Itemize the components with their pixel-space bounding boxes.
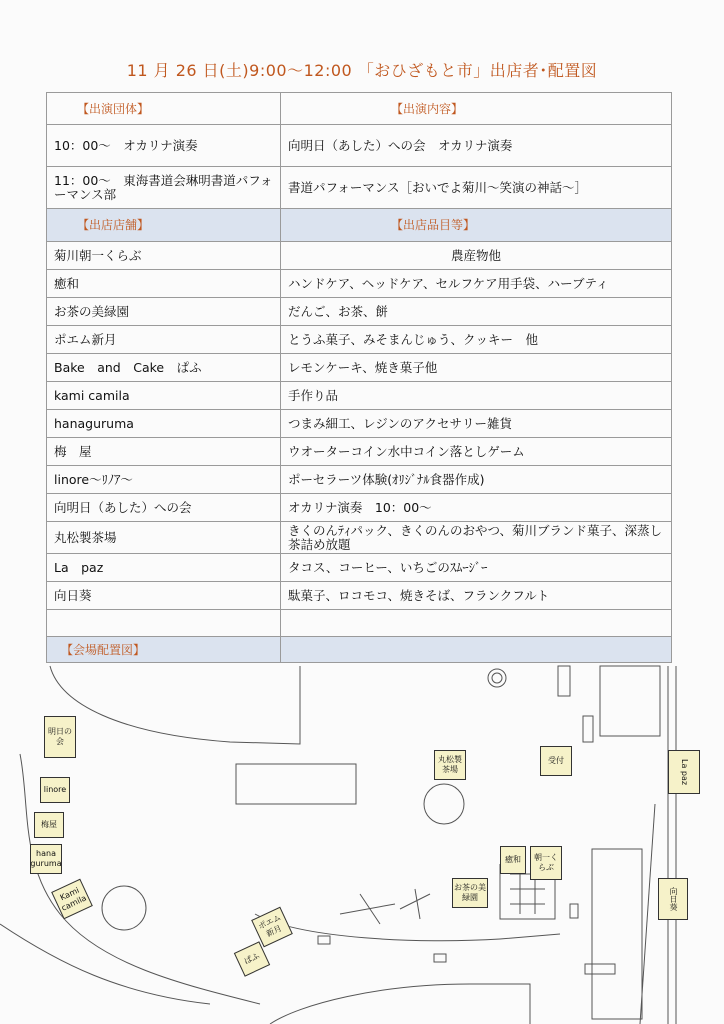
map-header: 【会場配置図】	[47, 637, 281, 663]
shop-name: La paz	[47, 554, 281, 582]
shop-items: きくのんﾃｨパック、きくのんのおやつ、菊川ブランド菓子、深蒸し茶詰め放題	[281, 522, 672, 554]
shop-items: ポーセラーツ体験(ｵﾘｼﾞﾅﾙ食器作成)	[281, 466, 672, 494]
shops-header-row	[47, 209, 672, 242]
map-tag-asaichi: 朝一くらぶ	[530, 846, 562, 880]
shop-name: 梅 屋	[47, 438, 281, 466]
shop-name: 向明日（あした）への会	[47, 494, 281, 522]
map-tag-midoriryokuen: お茶の美緑園	[452, 878, 488, 908]
shop-name: kami camila	[47, 382, 281, 410]
table-row	[47, 522, 672, 554]
table-row	[47, 610, 672, 637]
table-row	[47, 167, 672, 209]
map-header-row	[47, 637, 672, 663]
shop-name: 丸松製茶場	[47, 522, 281, 554]
shop-name	[47, 610, 281, 637]
performers-col2-header: 【出演内容】	[281, 93, 672, 125]
shop-items: とうふ菓子、みそまんじゅう、クッキー 他	[281, 326, 672, 354]
page-title: 11 月 26 日(土)9:00〜12:00 「おひざもと市」出店者･配置図	[126, 61, 598, 80]
map-header-empty	[281, 637, 672, 663]
shop-name: お茶の美緑園	[47, 298, 281, 326]
table-row	[47, 270, 672, 298]
shop-name: 向日葵	[47, 582, 281, 610]
shop-name: 癒和	[47, 270, 281, 298]
map-tag-lapaz: La paz	[668, 750, 700, 794]
map-tag-pafu: ぱふ	[234, 941, 270, 976]
map-tag-hanaguruma: hana guruma	[30, 844, 62, 874]
performers-col1-header: 【出演団体】	[47, 93, 281, 125]
map-tag-linore: linore	[40, 777, 70, 803]
shop-name: linore〜ﾘﾉｱ〜	[47, 466, 281, 494]
map-tag-marumatsu: 丸松製茶場	[434, 750, 466, 780]
table-row	[47, 466, 672, 494]
table-row	[47, 410, 672, 438]
map-tag-umeya: 梅屋	[34, 812, 64, 838]
shop-items: オカリナ演奏 10：00〜	[281, 494, 672, 522]
shop-items: 農産物他	[281, 242, 672, 270]
shop-name: 菊川朝一くらぶ	[47, 242, 281, 270]
table-row	[47, 582, 672, 610]
shop-items: レモンケーキ、焼き菓子他	[281, 354, 672, 382]
performer-content: 書道パフォーマンス［おいでよ菊川〜笑演の神話〜］	[281, 167, 672, 209]
table-row	[47, 298, 672, 326]
map-tag-yuwa: 癒和	[500, 846, 526, 874]
map-tag-ashita: 明日の会	[44, 716, 76, 758]
venue-map	[0, 664, 724, 1024]
performers-header-row	[47, 93, 672, 125]
performer-group: 11：00〜 東海書道会琳明書道パフォーマンス部	[47, 167, 281, 209]
shop-items: 手作り品	[281, 382, 672, 410]
shop-items: つまみ細工、レジンのアクセサリー雑貨	[281, 410, 672, 438]
table-row	[47, 242, 672, 270]
shop-items: 駄菓子、ロコモコ、焼きそば、フランクフルト	[281, 582, 672, 610]
table-row	[47, 494, 672, 522]
table-row	[47, 354, 672, 382]
shop-items: ハンドケア、ヘッドケア、セルフケア用手袋、ハーブティ	[281, 270, 672, 298]
shops-col1-header: 【出店店舗】	[47, 209, 281, 242]
table-row	[47, 438, 672, 466]
table-row	[47, 125, 672, 167]
performer-group: 10：00〜 オカリナ演奏	[47, 125, 281, 167]
shop-items	[281, 610, 672, 637]
venue-map-drawing	[0, 664, 724, 1024]
shop-items: ウオーターコイン水中コイン落としゲーム	[281, 438, 672, 466]
shop-items: だんご、お茶、餅	[281, 298, 672, 326]
shops-col2-header: 【出店品目等】	[281, 209, 672, 242]
table-row	[47, 326, 672, 354]
shop-items: タコス、コーヒー、いちごのｽﾑｰｼﾞｰ	[281, 554, 672, 582]
shop-name: ポエム新月	[47, 326, 281, 354]
map-tag-poem: ポエム新月	[251, 907, 293, 948]
map-tag-uketsuke: 受付	[540, 746, 572, 776]
shop-name: Bake and Cake ぱふ	[47, 354, 281, 382]
schedule-table	[46, 92, 672, 663]
table-row	[47, 554, 672, 582]
performer-content: 向明日（あした）への会 オカリナ演奏	[281, 125, 672, 167]
shop-name: hanaguruma	[47, 410, 281, 438]
map-tag-kami: Kami camila	[51, 879, 93, 920]
map-tag-himawari: 向日葵	[658, 878, 688, 920]
table-row	[47, 382, 672, 410]
